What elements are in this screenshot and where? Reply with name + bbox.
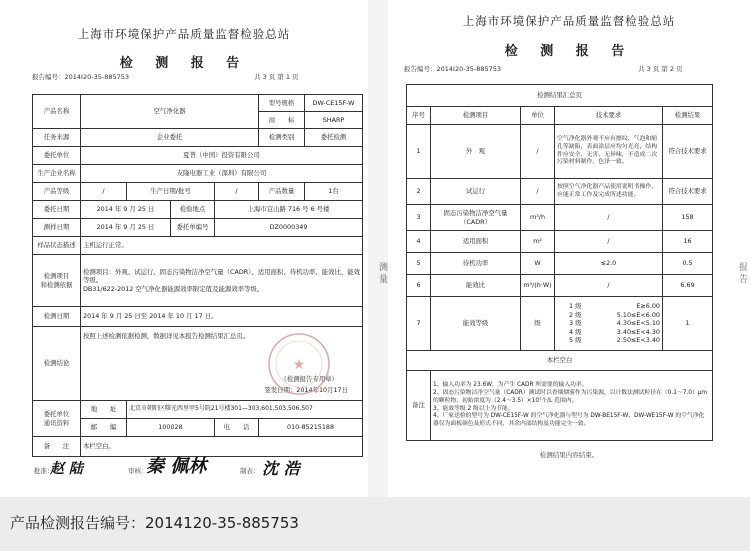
label-items: 检测项目 和检测依据 — [33, 255, 81, 307]
grade-level: 5 级 — [569, 336, 582, 345]
row-item: 外 观 — [431, 125, 521, 179]
header-requirement: 技术要求 — [555, 107, 663, 125]
remark: 本栏空白。 — [81, 437, 363, 457]
grade-level: 1 级 — [569, 301, 582, 310]
client-address: 北京市朝阳区曙光西里甲5号院21号楼301—303,601,503,506,507 — [127, 401, 363, 419]
label-entrust-date: 委托日期 — [33, 201, 81, 219]
product-name: 空气净化器 — [81, 95, 259, 129]
svg-text:★: ★ — [292, 357, 306, 373]
issue-date: 签发日期：2014年10月17日 — [264, 386, 349, 395]
row-result: 158 — [663, 205, 713, 231]
label-maker: 生产企业名称 — [33, 165, 81, 183]
note-line: 1、输入功率为 23.6W，为产生 CADR 所需要的输入功率。 — [433, 382, 588, 389]
model: DW-CE15F-W — [305, 95, 363, 112]
client-tel: 010-85215188 — [259, 419, 363, 437]
entrust-date: 2014 年 9 月 25 日 — [81, 201, 171, 219]
grade-level: 4 级 — [569, 327, 582, 336]
report-number: 报告编号：2014I20-35-885753 — [32, 73, 130, 81]
row-no: 6 — [407, 275, 431, 297]
label-task: 任务来源 — [33, 129, 81, 147]
header-unit: 单位 — [521, 107, 555, 125]
report-title: 检 测 报 告 — [119, 56, 249, 71]
grade-range: 2.50≤E<3.40 — [616, 336, 660, 345]
row-result: 符合技术要求 — [663, 125, 713, 179]
test-period: 2014 年 9 月 25 日至 2014 年 10 月 17 日。 — [81, 307, 363, 327]
approve-label: 批准： — [34, 467, 54, 475]
grade-line — [569, 336, 660, 345]
label-qty: 产品数量 — [259, 183, 305, 201]
row-requirement: / — [555, 205, 663, 231]
note-line: 3、能效等级 2 级以上为节能。 — [433, 405, 514, 412]
make-signature: 沈 浩 — [262, 459, 300, 478]
grade-range: 4.30≤E<5.10 — [616, 319, 660, 328]
end-of-results: 检测结果内容结束。 — [539, 451, 599, 459]
label-contact: 委托单位 通讯资料 — [33, 401, 81, 437]
grade: / — [81, 183, 127, 201]
row-unit: W — [521, 253, 555, 275]
maker: 友隆电器工业（深圳）有限公司 — [81, 165, 363, 183]
make-label: 制表： — [240, 467, 260, 475]
row-requirement: / — [555, 231, 663, 253]
label-test-type: 检测类别 — [259, 129, 305, 147]
grade-range: 3.40≤E<4.30 — [616, 327, 660, 336]
label-client: 委托单位 — [33, 147, 81, 165]
grade-level: 3 级 — [569, 319, 582, 328]
row-result: 16 — [663, 231, 713, 253]
report-page-1 — [0, 0, 368, 497]
label-remark: 备 注 — [33, 437, 81, 457]
grade-list — [555, 297, 663, 351]
row-result: 0.5 — [663, 253, 713, 275]
row-result: 符合技术要求 — [663, 179, 713, 205]
row-unit: m³/h — [521, 205, 555, 231]
row-item: 待机功率 — [431, 253, 521, 275]
header-no: 序号 — [407, 107, 431, 125]
approve-signature: 赵 陆 — [50, 461, 83, 477]
place: 上海市宜山路 716 号 6 号楼 — [215, 201, 363, 219]
summary-title: 检测结果汇总页 — [407, 85, 713, 107]
row-no: 7 — [407, 297, 431, 351]
report-number: 报告编号：2014I20-35-885753 — [404, 65, 502, 73]
row-requirement: / — [555, 275, 663, 297]
label-conclusion: 检测结论 — [33, 327, 81, 401]
entrust-no: DZ0000349 — [215, 219, 363, 237]
row-item: 能效比 — [431, 275, 521, 297]
label-model: 型号规格 — [259, 95, 305, 112]
row-requirement: 按照空气净化器产品使用说明书操作，应能正常工作及完成所述功能。 — [555, 179, 663, 205]
footer-bar — [0, 497, 750, 551]
test-standard: DB31/622-2012 空气净化器能源效率限定值及能源效率等级。 — [83, 284, 264, 293]
client: 夏普（中国）投资有限公司 — [81, 147, 363, 165]
adjacent-page-sliver-right — [736, 262, 750, 332]
report-title: 检 测 报 告 — [504, 44, 634, 59]
row-item: 试运行 — [431, 179, 521, 205]
row-no: 3 — [407, 205, 431, 231]
qty: 1台 — [305, 183, 363, 201]
label-place: 检验地点 — [171, 201, 215, 219]
label-brand: 商 标 — [259, 112, 305, 129]
sample-status: 主机运行正常。 — [81, 237, 363, 255]
blank-note: 本栏空白 — [407, 351, 713, 371]
conclusion-text: 按照上述检测依据检测，数据详见本报告检测结果汇总页。 — [83, 332, 250, 340]
report-page-2 — [388, 0, 750, 497]
row-unit: / — [521, 179, 555, 205]
notes-cell — [431, 371, 713, 441]
row-requirement: ≤2.0 — [555, 253, 663, 275]
label-test-date: 测样日期 — [33, 219, 81, 237]
grade-line — [569, 311, 660, 320]
results-summary-table — [406, 84, 713, 441]
row-unit: m³/(h·W) — [521, 275, 555, 297]
header-item: 检测项目 — [431, 107, 521, 125]
row-item: 能效等级 — [431, 297, 521, 351]
grade-level: 2 级 — [569, 310, 582, 319]
mfg: / — [215, 183, 259, 201]
row-item: 固态污染物洁净空气量（CADR） — [431, 205, 521, 231]
page-gutter — [368, 0, 388, 497]
note-line: 4、厂家送检的型号为 DW-CE15F-W 的空气净化器与型号为 DW-BE15F-W、DW-WE15F-W 的空气净化器仅为面板颜色及形式不同，其余内部结构及功能完全一致。 — [433, 413, 705, 428]
table-row — [407, 125, 713, 179]
grade-range: 5.10≤E<6.00 — [616, 310, 660, 319]
label-zip: 邮 编 — [81, 419, 127, 437]
table-row — [407, 205, 713, 231]
label-sample: 样品状态描述 — [33, 237, 81, 255]
table-row — [407, 253, 713, 275]
client-zip: 100028 — [127, 419, 215, 437]
review-signature: 秦 佩林 — [146, 456, 207, 477]
row-no: 5 — [407, 253, 431, 275]
footer-report-number: 产品检测报告编号：2014120-35-885753 — [10, 514, 299, 532]
sliver-text: 报 告 — [737, 262, 747, 283]
row-unit: 级 — [521, 297, 555, 351]
test-items-cell — [81, 255, 363, 307]
review-label: 审核： — [128, 467, 148, 475]
row-item: 适用面积 — [431, 231, 521, 253]
brand: SHARP — [305, 112, 363, 129]
test-type: 委托检测 — [305, 129, 363, 147]
table-row — [407, 231, 713, 253]
official-seal-icon — [266, 331, 332, 397]
row-no: 1 — [407, 125, 431, 179]
label-addr: 地 址 — [81, 401, 127, 419]
org-name: 上海市环境保护产品质量监督检验总站 — [77, 27, 291, 41]
label-product-name: 产品名称 — [33, 95, 81, 129]
label-entrust-no: 委托单编号 — [171, 219, 215, 237]
table-row — [407, 297, 713, 351]
sliver-text: 测 量 — [377, 262, 387, 283]
note-line: 2、固态污染物洁净空气量（CADR）测试时以香烟烟雾作为污染源，以计数法测试粒径在（0.1～7.0）μm 的颗粒物，初始浓度为（2.4～3.5）×10⁷个/L 范围内。 — [433, 389, 708, 404]
test-items: 检测项目：外观、试运行、固态污染物洁净空气量（CADR）、适用面积、待机功率、能效比、能效等级。 — [83, 267, 361, 285]
row-result: 1 — [663, 297, 713, 351]
page-indicator: 共 3 页 第 1 页 — [254, 73, 299, 81]
row-requirement: 空气净化器外观不应有擦纹、气泡和缩孔等缺陷，表面涂层应均匀光亮，结构件应安全、无害、无异味，不造成二次污染材料制作，色泽一致。 — [555, 125, 663, 179]
header-result: 检测结果 — [663, 107, 713, 125]
label-grade: 产品等级 — [33, 183, 81, 201]
row-result: 6.69 — [663, 275, 713, 297]
label-period: 检测日期 — [33, 307, 81, 327]
report-main-table — [32, 94, 363, 457]
grade-line — [569, 319, 660, 328]
label-tel: 电 话 — [215, 419, 259, 437]
row-no: 4 — [407, 231, 431, 253]
stamp-note: （检测报告专用章） — [280, 375, 339, 384]
label-mfg: 生产日期/批号 — [127, 183, 215, 201]
page-indicator: 共 3 页 第 2 页 — [638, 65, 683, 73]
adjacent-page-sliver-left — [376, 262, 390, 332]
label-notes: 备注 — [407, 371, 431, 441]
row-no: 2 — [407, 179, 431, 205]
table-row — [407, 179, 713, 205]
task: 企业委托 — [81, 129, 259, 147]
table-row — [407, 275, 713, 297]
conclusion-cell — [81, 327, 363, 401]
grade-range: E≥6.00 — [636, 301, 660, 310]
row-unit: m² — [521, 231, 555, 253]
grade-line — [569, 302, 660, 311]
grade-line — [569, 328, 660, 337]
test-date: 2014 年 9 月 25 日 — [81, 219, 171, 237]
org-name: 上海市环境保护产品质量监督检验总站 — [462, 14, 676, 28]
row-unit: / — [521, 125, 555, 179]
